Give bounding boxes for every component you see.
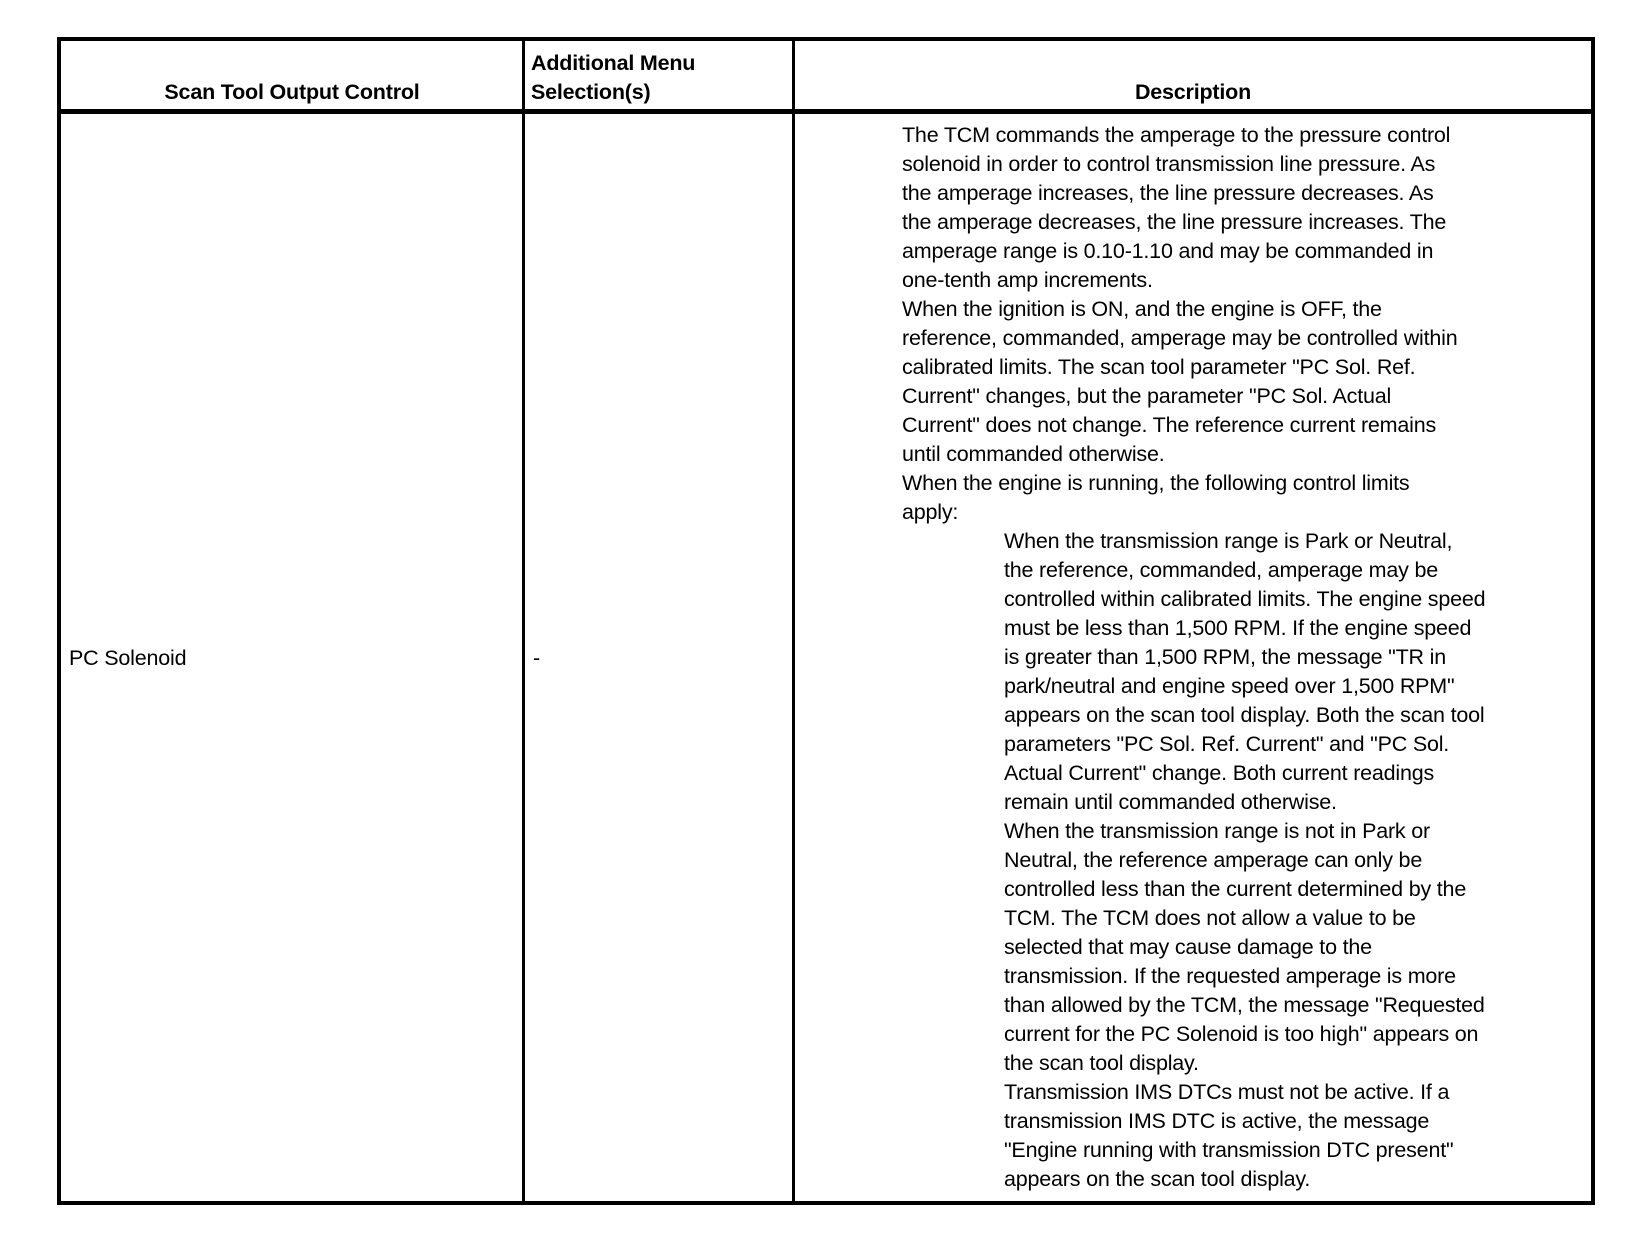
column-divider — [792, 41, 795, 1201]
header-scan-tool-output-control: Scan Tool Output Control — [164, 80, 420, 104]
description-line: Current" changes, but the parameter "PC Sol. Actual — [902, 384, 1392, 408]
description-line: controlled within calibrated limits. The engine speed — [1004, 587, 1486, 611]
description-line: Transmission IMS DTCs must not be active. If a — [1004, 1080, 1450, 1104]
description-line: parameters "PC Sol. Ref. Current" and "PC Sol. — [1004, 732, 1450, 756]
description-line: appears on the scan tool display. — [1004, 1167, 1311, 1191]
description-line: solenoid in order to control transmission line pressure. As — [902, 152, 1436, 176]
header-description: Description — [1134, 80, 1252, 104]
description-line: current for the PC Solenoid is too high" appears on — [1004, 1022, 1479, 1046]
description-line: Neutral, the reference amperage can only be — [1004, 848, 1423, 872]
description-line: transmission IMS DTC is active, the message — [1004, 1109, 1430, 1133]
description-running-limits — [1004, 527, 1485, 1194]
description-line: the amperage decreases, the line pressure increases. The — [902, 210, 1447, 234]
description-line: than allowed by the TCM, the message "Requested — [1004, 993, 1485, 1017]
description-line: When the engine is running, the following control limits — [902, 471, 1410, 495]
description-line: the amperage increases, the line pressure decreases. As — [902, 181, 1434, 205]
description-line: one-tenth amp increments. — [902, 268, 1153, 292]
header-additional-menu-line1: Additional Menu — [531, 51, 696, 75]
header-divider — [61, 109, 1591, 114]
description-line: Current" does not change. The reference current remains — [902, 413, 1437, 437]
description-line: When the transmission range is Park or Neutral, — [1004, 529, 1453, 553]
description-line: apply: — [902, 500, 959, 524]
description-line: until commanded otherwise. — [902, 442, 1165, 466]
description-line: The TCM commands the amperage to the pressure control — [902, 123, 1451, 147]
description-line: park/neutral and engine speed over 1,500 RPM" — [1004, 674, 1455, 698]
description-line: controlled less than the current determined by the — [1004, 877, 1467, 901]
description-line: Actual Current" change. Both current readings — [1004, 761, 1435, 785]
header-additional-menu-line2: Selection(s) — [531, 80, 651, 104]
description-text — [902, 121, 1457, 527]
description-line: transmission. If the requested amperage is more — [1004, 964, 1456, 988]
description-line: appears on the scan tool display. Both the scan tool — [1004, 703, 1485, 727]
description-line: the scan tool display. — [1004, 1051, 1199, 1075]
description-line: must be less than 1,500 RPM. If the engine speed — [1004, 616, 1472, 640]
description-line: When the transmission range is not in Park or — [1004, 819, 1430, 843]
description-line: the reference, commanded, amperage may be — [1004, 558, 1438, 582]
column-divider — [522, 41, 525, 1201]
description-line: selected that may cause damage to the — [1004, 935, 1372, 959]
description-line: "Engine running with transmission DTC present" — [1004, 1138, 1454, 1162]
description-line: remain until commanded otherwise. — [1004, 790, 1337, 814]
description-line: reference, commanded, amperage may be controlled within — [902, 326, 1458, 350]
output-control-table — [57, 37, 1595, 1205]
description-line: When the ignition is ON, and the engine is OFF, the — [902, 297, 1382, 321]
description-line: calibrated limits. The scan tool parameter "PC Sol. Ref. — [902, 355, 1416, 379]
control-name-cell: PC Solenoid — [69, 646, 187, 670]
description-line: TCM. The TCM does not allow a value to be — [1004, 906, 1416, 930]
description-line: is greater than 1,500 RPM, the message "TR in — [1004, 645, 1446, 669]
description-line: amperage range is 0.10-1.10 and may be commanded in — [902, 239, 1434, 263]
menu-selection-cell: - — [533, 646, 540, 670]
